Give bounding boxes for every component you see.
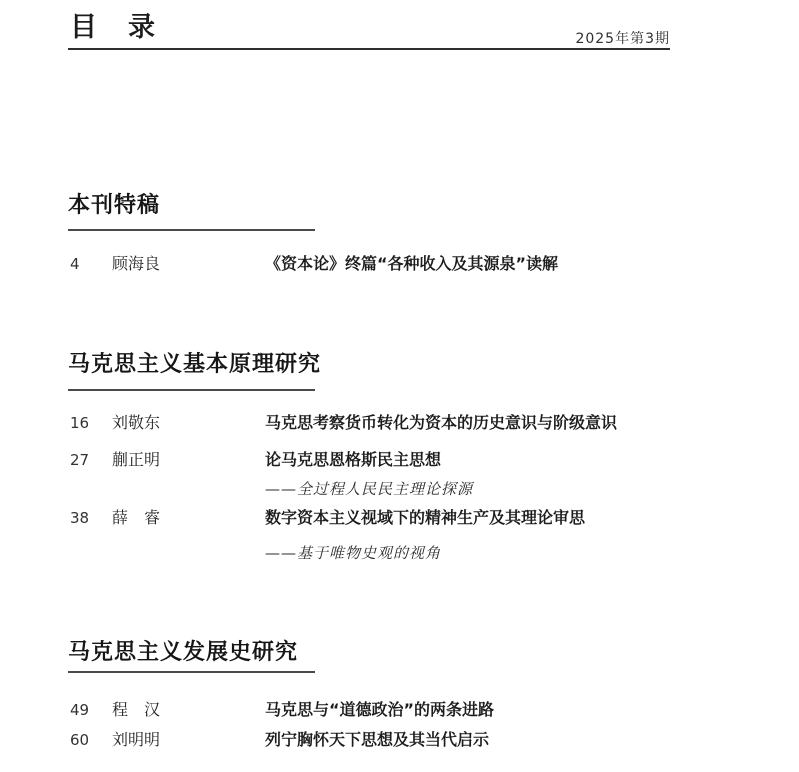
entry-title: 论马克思恩格斯民主思想	[265, 450, 442, 469]
entry-page-number: 16	[70, 414, 90, 432]
section-divider	[68, 671, 315, 673]
toc-entry	[70, 414, 670, 432]
section-divider	[68, 229, 315, 231]
header-divider	[68, 48, 670, 50]
entry-author: 薛 睿	[112, 508, 161, 527]
issue-label: 2025年第3期	[575, 31, 670, 47]
toc-entry	[70, 451, 670, 469]
entry-page-number: 60	[70, 731, 90, 749]
entry-title: 《资本论》终篇“各种收入及其源泉”读解	[265, 254, 559, 273]
entry-page-number: 27	[70, 451, 90, 469]
entry-author: 顾海良	[112, 254, 161, 273]
section-divider	[68, 389, 315, 391]
toc-entry	[70, 509, 670, 527]
section-title-basic-principles: 马克思主义基本原理研究	[68, 352, 322, 377]
section-title-special: 本刊特稿	[68, 193, 161, 218]
entry-page-number: 49	[70, 701, 90, 719]
entry-title: 马克思与“道德政治”的两条进路	[265, 700, 495, 719]
entry-author: 程 汉	[112, 700, 161, 719]
toc-entry	[70, 731, 670, 749]
toc-entry	[70, 701, 670, 719]
entry-page-number: 38	[70, 509, 90, 527]
entry-author: 刘明明	[112, 730, 161, 749]
entry-title: 马克思考察货币转化为资本的历史意识与阶级意识	[265, 413, 618, 432]
entry-page-number: 4	[70, 255, 80, 273]
entry-author: 蒯正明	[112, 450, 161, 469]
section-title-development-history: 马克思主义发展史研究	[68, 640, 299, 665]
entry-subtitle: ——基于唯物史观的视角	[265, 544, 442, 562]
entry-title: 列宁胸怀天下思想及其当代启示	[265, 730, 490, 749]
entry-author: 刘敬东	[112, 413, 161, 432]
toc-entry	[70, 255, 670, 273]
entry-subtitle: ——全过程人民民主理论探源	[265, 480, 474, 498]
entry-title: 数字资本主义视域下的精神生产及其理论审思	[265, 508, 586, 527]
page-title: 目 录	[70, 12, 157, 43]
